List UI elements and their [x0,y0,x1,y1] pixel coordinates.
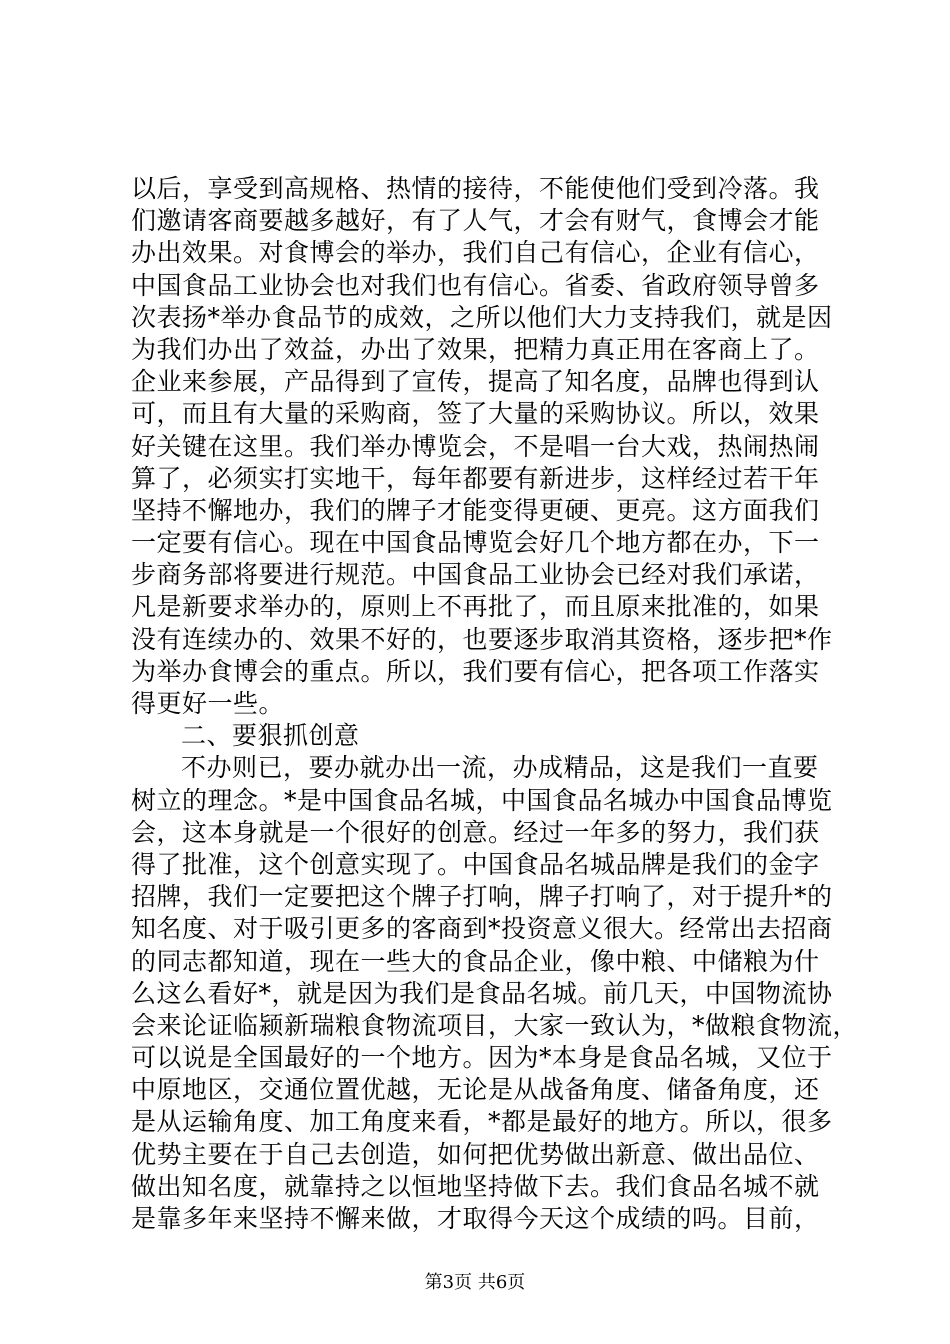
text-line: 中原地区，交通位置优越，无论是从战备角度、储备角度，还 [131,1075,820,1105]
text-line: 是靠多年来坚持不懈来做，才取得今天这个成绩的吗。目前， [131,1204,820,1233]
text-line: 次表扬*举办食品节的成效，之所以他们大力支持我们，就是因 [131,302,833,332]
text-line: 为举办食博会的重点。所以，我们要有信心，把各项工作落实 [131,656,820,686]
text-line: 得了批准，这个创意实现了。中国食品名城品牌是我们的金字 [131,849,820,879]
text-line: 没有连续办的、效果不好的，也要逐步取消其资格，逐步把*作 [131,624,833,654]
text-line: 得更好一些。 [131,689,285,718]
text-line: 凡是新要求举办的，原则上不再批了，而且原来批准的，如果 [131,592,820,622]
body-text [131,173,859,1235]
section-heading: 二、要狠抓创意 [181,721,360,751]
text-line: 做出知名度，就靠持之以恒地坚持做下去。我们食品名城不就 [131,1171,820,1201]
text-line: 好关键在这里。我们举办博览会，不是唱一台大戏，热闹热闹 [131,431,820,461]
text-line: 一定要有信心。现在中国食品博览会好几个地方都在办，下一 [131,528,820,558]
page-number-footer: 第3页 共6页 [424,1272,526,1293]
text-line: 么这么看好*，就是因为我们是食品名城。前几天，中国物流协 [131,978,833,1008]
text-line: 树立的理念。*是中国食品名城，中国食品名城办中国食品博览 [131,785,833,815]
text-line: 办出效果。对食博会的举办，我们自己有信心，企业有信心， [131,238,820,268]
text-line: 算了，必须实打实地干，每年都要有新进步，这样经过若干年 [131,463,820,493]
text-line: 坚持不懈地办，我们的牌子才能变得更硬、更亮。这方面我们 [131,495,820,525]
text-line: 以后，享受到高规格、热情的接待，不能使他们受到冷落。我 [131,174,820,203]
text-line: 会来论证临颍新瑞粮食物流项目，大家一致认为，*做粮食物流， [131,1010,859,1040]
text-line: 会，这本身就是一个很好的创意。经过一年多的努力，我们获 [131,817,820,847]
text-line: 可，而且有大量的采购商，签了大量的采购协议。所以，效果 [131,399,820,429]
text-line: 为我们办出了效益，办出了效果，把精力真正用在客商上了。 [131,334,820,364]
text-line: 是从运输角度、加工角度来看，*都是最好的地方。所以，很多 [131,1107,833,1137]
text-line: 中国食品工业协会也对我们也有信心。省委、省政府领导曾多 [131,270,820,300]
text-line: 招牌，我们一定要把这个牌子打响，牌子打响了，对于提升*的 [131,882,833,912]
text-line: 可以说是全国最好的一个地方。因为*本身是食品名城，又位于 [131,1043,833,1073]
text-line: 知名度、对于吸引更多的客商到*投资意义很大。经常出去招商 [131,914,833,944]
text-line: 企业来参展，产品得到了宣传，提高了知名度，品牌也得到认 [131,367,820,397]
text-line: 们邀请客商要越多越好，有了人气，才会有财气，食博会才能 [131,206,820,236]
text-line: 的同志都知道，现在一些大的食品企业，像中粮、中储粮为什 [131,946,820,976]
text-line: 步商务部将要进行规范。中国食品工业协会已经对我们承诺， [131,560,820,590]
text-line: 优势主要在于自己去创造，如何把优势做出新意、做出品位、 [131,1139,820,1169]
paragraph-first-line: 不办则已，要办就办出一流，办成精品，这是我们一直要 [181,753,819,783]
